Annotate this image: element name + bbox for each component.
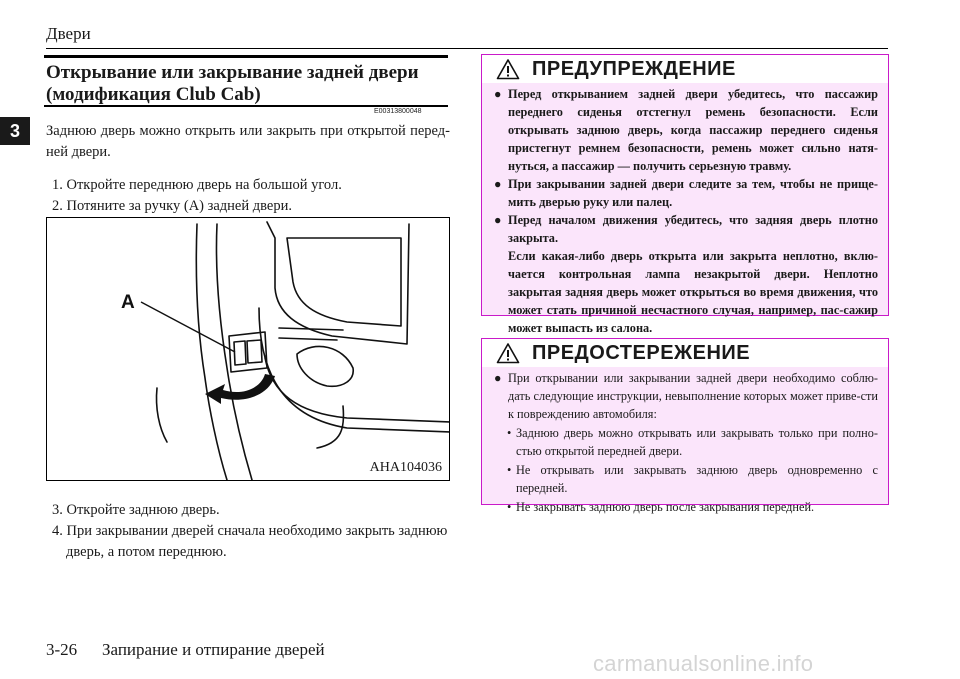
section-code: E00313800048 [374, 108, 422, 115]
step-item: 3. Откройте заднюю дверь. [52, 502, 220, 518]
caution-item-text: При открывании или закрывании задней двери необходимо соблю-дать следующие инструкции, невыполнение которых может приве-сти к повреждению автомобиля: [508, 371, 878, 421]
sub-bullet-icon: • [507, 426, 512, 440]
watermark: carmanualsonline.info [593, 651, 814, 676]
header-rule [46, 48, 888, 49]
list-item [494, 85, 878, 175]
chapter-tab: 3 [0, 117, 30, 145]
warning-triangle-icon [496, 58, 520, 80]
warning-title: ПРЕДУПРЕЖДЕНИЕ [532, 57, 736, 80]
caution-header [482, 339, 888, 367]
warning-item-extra: Если какая-либо дверь открыта или закрыта неплотно, вклю-чается контрольная лампа незакрытой двери. Неплотно закрытая задняя дверь может открыться во время движения, что может стать причиной несчастного случая, например, пас-сажир может выпасть из салона. [508, 249, 878, 335]
warning-item-text: Перед началом движения убедитесь, что задняя дверь плотно закрыта. [508, 213, 878, 245]
caution-subitem-text: Не закрывать заднюю дверь после закрывания передней. [516, 500, 815, 514]
caution-subitem-text: Заднюю дверь можно открывать или закрывать только при полно-стью открытой передней двери. [516, 426, 878, 458]
figure-callout-label: A [121, 292, 135, 313]
door-handle-figure [46, 217, 450, 481]
rear-door-illustration [47, 218, 450, 481]
list-item [494, 175, 878, 211]
sub-bullet-icon: • [507, 463, 512, 477]
warning-list [482, 83, 888, 337]
step-item: 1. Откройте переднюю дверь на большой угол. [52, 177, 342, 193]
steps-list-before [52, 175, 452, 217]
list-item [494, 211, 878, 337]
warning-header [482, 55, 888, 83]
caution-list [482, 367, 888, 516]
step-item: 2. Потяните за ручку (A) задней двери. [52, 198, 292, 214]
section-title-line1: Открывание или закрывание задней двери [46, 62, 419, 83]
list-item [494, 369, 878, 423]
warning-triangle-icon [496, 342, 520, 364]
footer-page-number: 3-26 [46, 640, 78, 659]
caution-subitem-text: Не открывать или закрывать заднюю дверь одновременно с передней. [516, 463, 878, 495]
list-item [494, 498, 878, 516]
warning-item-text: При закрывании задней двери следите за тем, чтобы не прище-мить дверью руку или палец. [508, 177, 878, 209]
caution-title: ПРЕДОСТЕРЕЖЕНИЕ [532, 341, 751, 364]
step-item: 4. При закрывании дверей сначала необходимо закрыть заднюю дверь, а потом переднюю. [52, 523, 448, 560]
footer-section-title: Запирание и отпирание дверей [102, 640, 325, 659]
section-heading [44, 55, 448, 107]
figure-code: AHA104036 [369, 460, 442, 475]
section-title-line2: (модификация Club Cab) [46, 84, 261, 105]
warning-box [481, 54, 889, 335]
warning-item-text: Перед открыванием задней двери убедитесь, что пассажир переднего сиденья отстегнул ремень безопасности. Если открывать заднюю дверь, когда пассажир переднего сиденья пристегнут ремнем безопасности, ремень может сильно натя-нуться, а пассажир — получить серьезную травму. [508, 87, 878, 173]
list-item [494, 424, 878, 460]
bullet-icon: ● [494, 87, 502, 101]
caution-box [481, 338, 889, 514]
bullet-icon: ● [494, 177, 502, 191]
sub-bullet-icon: • [507, 500, 512, 514]
bullet-icon: ● [494, 371, 502, 385]
steps-list-after [52, 500, 452, 563]
bullet-icon: ● [494, 213, 502, 227]
list-item [494, 461, 878, 497]
intro-paragraph: Заднюю дверь можно открыть или закрыть при открытой перед-ней двери. [46, 123, 450, 160]
page-header-title: Двери [46, 24, 91, 43]
